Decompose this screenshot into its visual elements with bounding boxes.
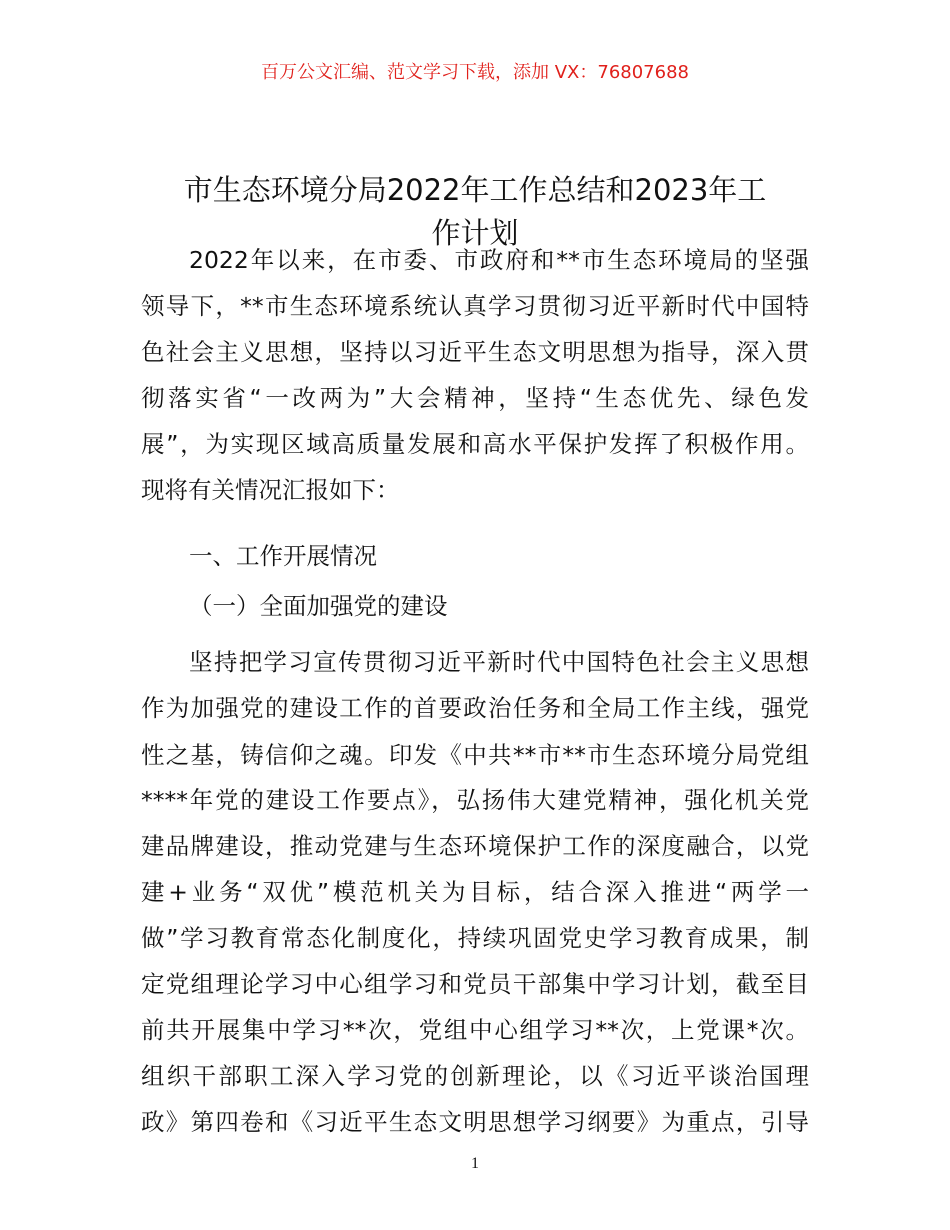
document-title-line-2: 作计划 bbox=[431, 216, 519, 250]
text-line: 性之基，铸信仰之魂。印发《中共**市**市生态环境分局党组 bbox=[141, 741, 809, 769]
text-line: 坚持把学习宣传贯彻习近平新时代中国特色社会主义思想 bbox=[189, 648, 809, 676]
text-line: 定党组理论学习中心组学习和党员干部集中学习计划，截至目 bbox=[141, 970, 809, 998]
text-line: 2022年以来，在市委、市政府和**市生态环境局的坚强 bbox=[189, 246, 809, 274]
header-watermark: 百万公文汇编、范文学习下载，添加 VX：76807688 bbox=[261, 62, 689, 83]
section-heading: 一、工作开展情况 bbox=[189, 542, 377, 570]
text-line: 建品牌建设，推动党建与生态环境保护工作的深度融合，以党 bbox=[141, 832, 809, 860]
text-line: 领导下，**市生态环境系统认真学习贯彻习近平新时代中国特 bbox=[141, 292, 809, 320]
subsection-heading: （一）全面加强党的建设 bbox=[189, 592, 448, 620]
document-title-line-1: 市生态环境分局2022年工作总结和2023年工 bbox=[183, 173, 767, 207]
text-line: 政》第四卷和《习近平生态文明思想学习纲要》为重点，引导 bbox=[141, 1108, 809, 1136]
text-line: 展”，为实现区域高质量发展和高水平保护发挥了积极作用。 bbox=[141, 430, 809, 458]
text-line: 彻落实省“一改两为”大会精神，坚持“生态优先、绿色发 bbox=[141, 384, 809, 412]
text-line: 作为加强党的建设工作的首要政治任务和全局工作主线，强党 bbox=[141, 694, 809, 722]
page-number: 1 bbox=[471, 1155, 479, 1172]
text-line: 组织干部职工深入学习党的创新理论，以《习近平谈治国理 bbox=[141, 1062, 809, 1090]
text-line: 做”学习教育常态化制度化，持续巩固党史学习教育成果，制 bbox=[141, 924, 809, 952]
text-line: 建+业务“双优”模范机关为目标，结合深入推进“两学一 bbox=[141, 878, 809, 906]
text-line: ****年党的建设工作要点》，弘扬伟大建党精神，强化机关党 bbox=[141, 786, 809, 814]
text-line: 现将有关情况汇报如下： bbox=[141, 476, 400, 504]
text-line: 前共开展集中学习**次，党组中心组学习**次，上党课*次。 bbox=[141, 1016, 809, 1044]
text-line: 色社会主义思想，坚持以习近平生态文明思想为指导，深入贯 bbox=[141, 338, 809, 366]
